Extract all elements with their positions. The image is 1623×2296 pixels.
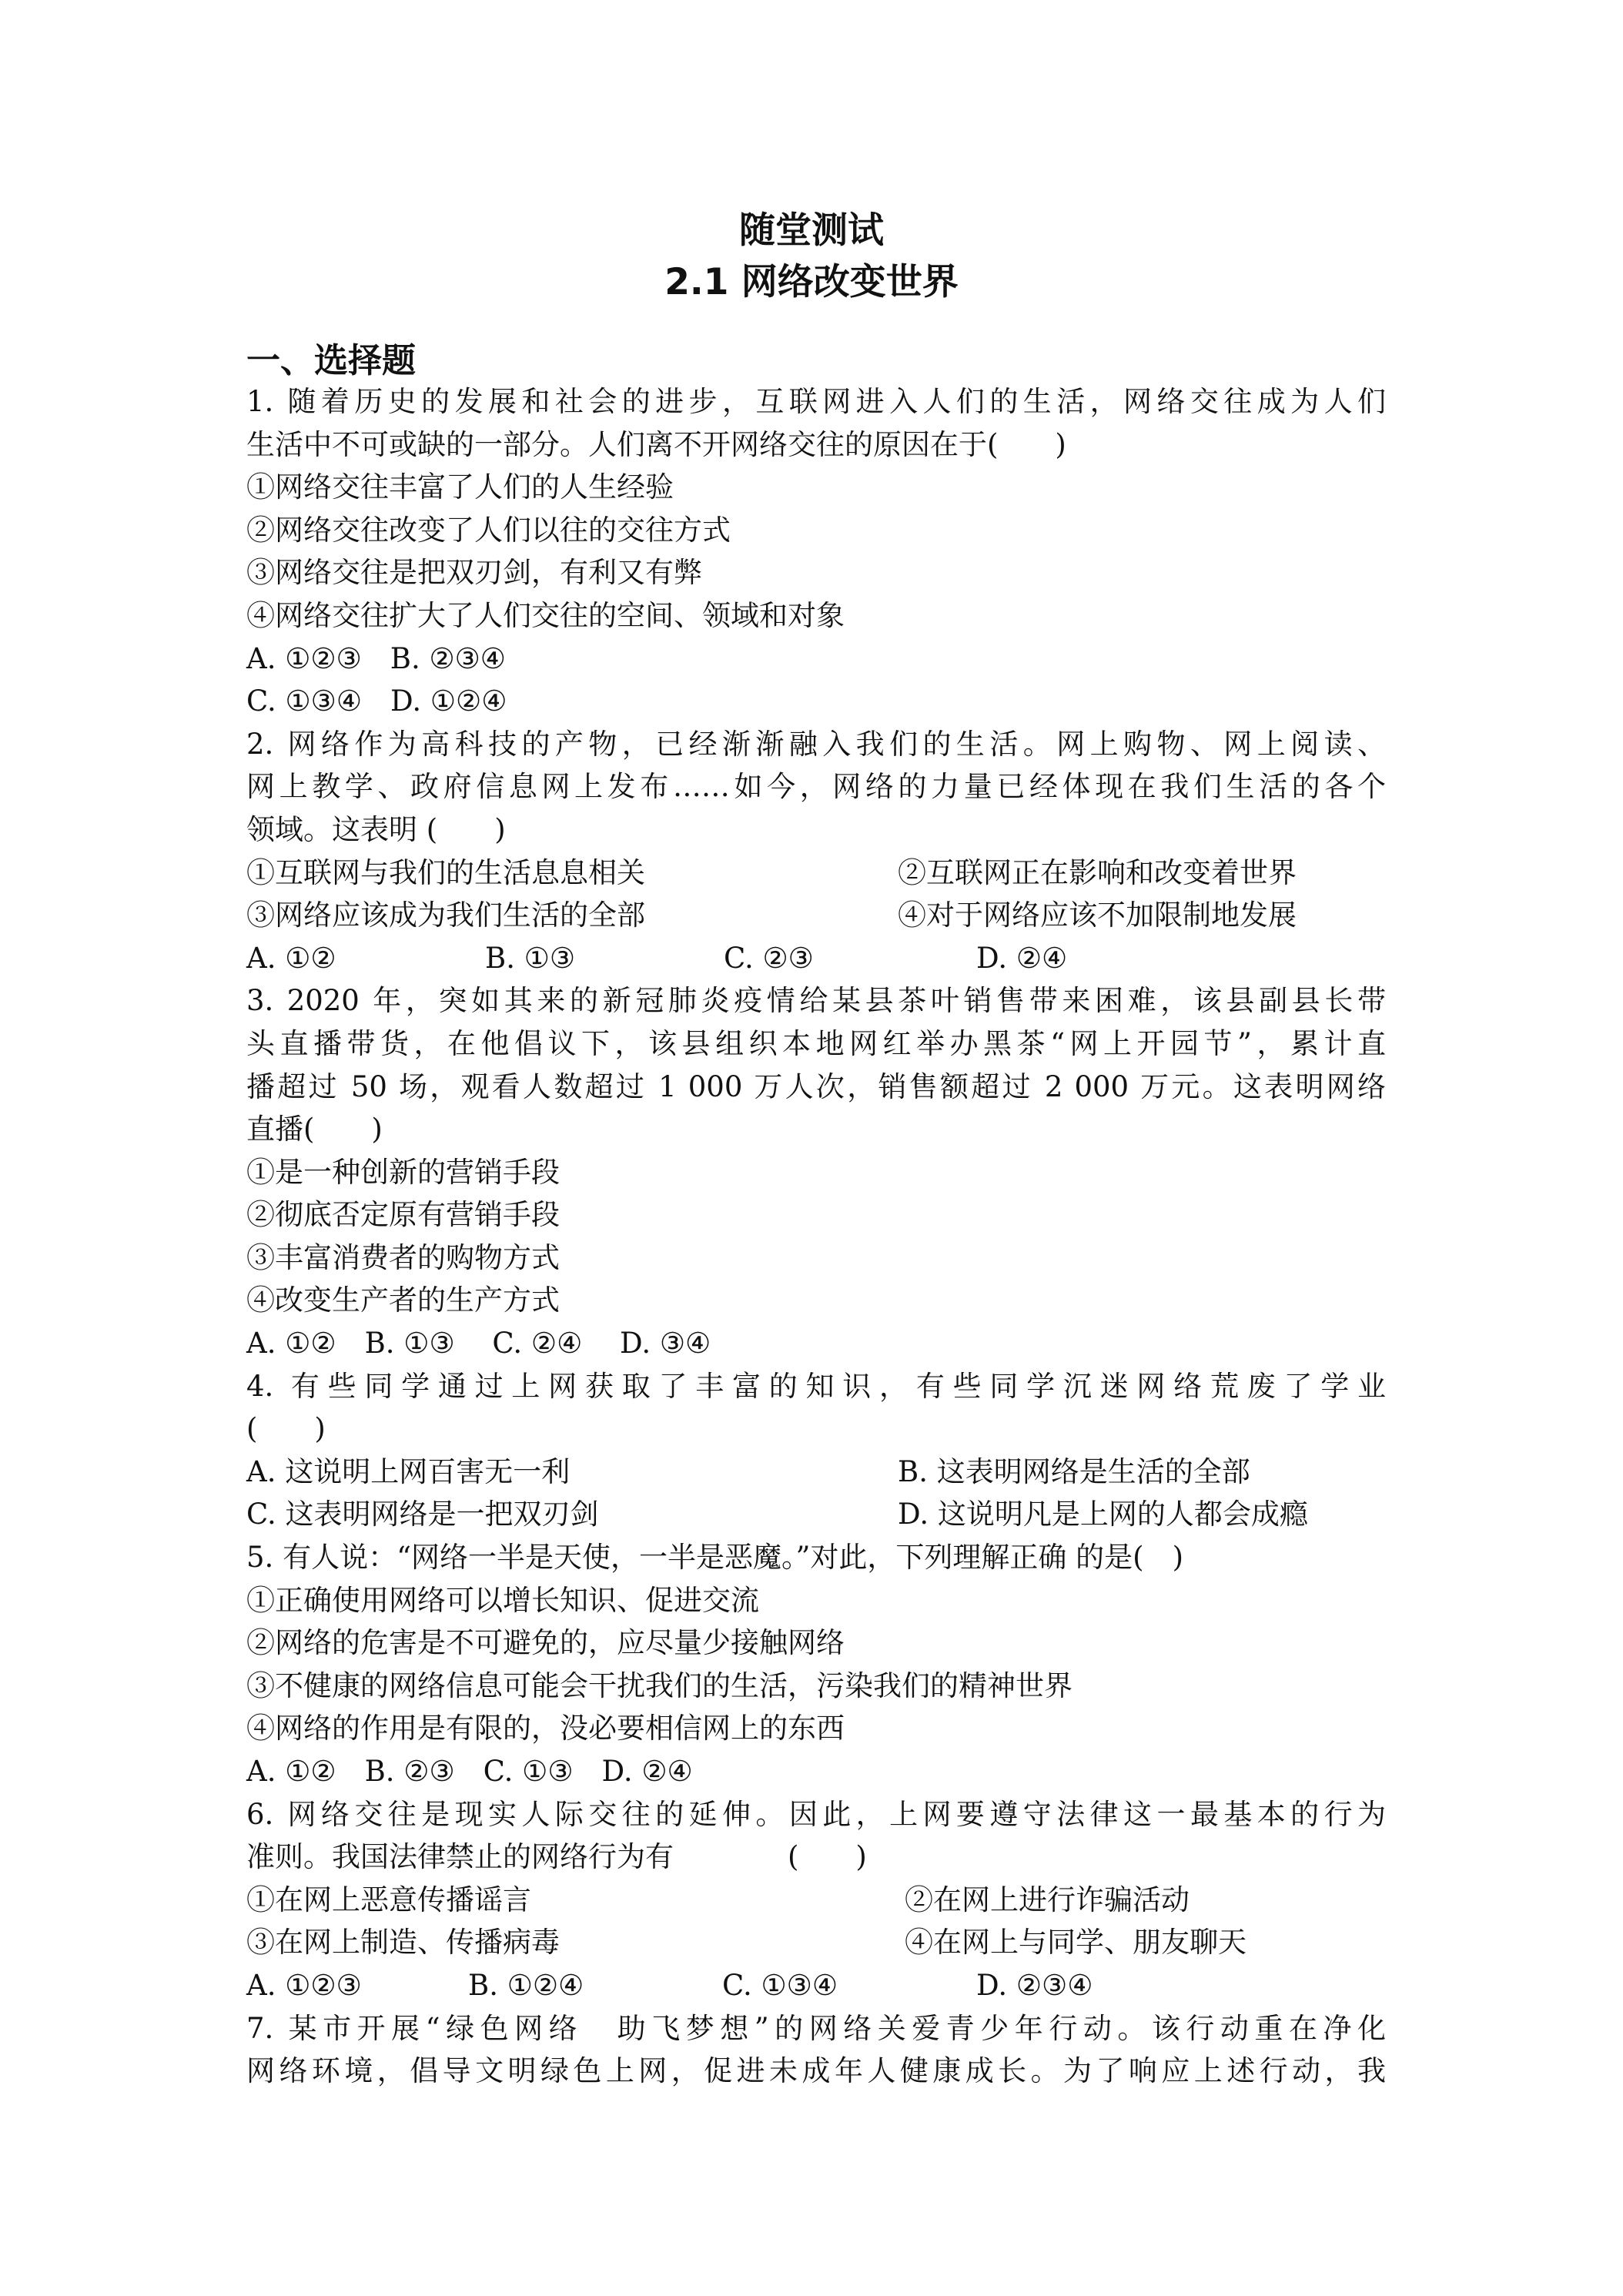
question-list <box>246 380 1386 2093</box>
statement: ②网络交往改变了人们以往的交往方式 <box>246 513 731 547</box>
option-c: C. 这表明网络是一把双刃剑 <box>246 1498 599 1531</box>
question-1 <box>246 380 1386 723</box>
option-d: D. ②③④ <box>976 1968 1093 2002</box>
statement: ③在网上制造、传播病毒 <box>246 1926 560 1960</box>
option-c: C. ①③④ <box>722 1968 838 2002</box>
question-4 <box>246 1365 1386 1536</box>
statement: ③不健康的网络信息可能会干扰我们的生活，污染我们的精神世界 <box>246 1668 1073 1702</box>
statement-row <box>246 1879 1386 1922</box>
question-stem: 网络环境，倡导文明绿色上网，促进未成年人健康成长。为了响应上述行动，我 <box>246 2054 1386 2088</box>
answer-options: C. ①③④ D. ①②④ <box>246 684 507 718</box>
statement: ④在网上与同学、朋友聊天 <box>905 1926 1247 1960</box>
question-stem: 5. 有人说：“网络一半是天使，一半是恶魔。”对此，下列理解正确 的是( ) <box>246 1541 1184 1575</box>
answer-options <box>246 937 1386 980</box>
statement: ①是一种创新的营销手段 <box>246 1155 560 1189</box>
statement: ④对于网络应该不加限制地发展 <box>898 899 1297 932</box>
option-a: A. ①② <box>246 941 336 975</box>
statement-row <box>246 894 1386 937</box>
option-a: A. ①②③ <box>246 1968 362 2002</box>
question-stem: 2. 网络作为高科技的产物，已经渐渐融入我们的生活。网上购物、网上阅读、 <box>246 727 1386 761</box>
option-b: B. ①③ <box>485 941 576 975</box>
statement-row <box>246 1921 1386 1964</box>
question-stem: 播超过 50 场，观看人数超过 1 000 万人次，销售额超过 2 000 万元。这表明网络 <box>246 1069 1386 1103</box>
question-stem: 网上教学、政府信息网上发布……如今，网络的力量已经体现在我们生活的各个 <box>246 770 1386 804</box>
statement: ②彻底否定原有营销手段 <box>246 1198 560 1232</box>
question-stem: 直播( ) <box>246 1113 383 1146</box>
statement-row <box>246 852 1386 895</box>
option-row <box>246 1451 1386 1494</box>
statement: ③丰富消费者的购物方式 <box>246 1240 560 1274</box>
question-stem: 生活中不可或缺的一部分。人们离不开网络交往的原因在于( ) <box>246 427 1066 461</box>
answer-options: A. ①②③ B. ②③④ <box>246 641 506 675</box>
question-2 <box>246 723 1386 980</box>
option-b: B. ①②④ <box>468 1968 584 2002</box>
option-a: A. 这说明上网百害无一利 <box>246 1454 571 1488</box>
question-stem: 6. 网络交往是现实人际交往的延伸。因此，上网要遵守法律这一最基本的行为 <box>246 1797 1386 1831</box>
statement: ②在网上进行诈骗活动 <box>905 1883 1190 1916</box>
answer-options: A. ①② B. ①③ C. ②④ D. ③④ <box>246 1327 711 1361</box>
section-heading: 一、选择题 <box>246 341 416 380</box>
statement: ②网络的危害是不可避免的，应尽量少接触网络 <box>246 1626 845 1660</box>
statement: ④网络的作用是有限的，没必要相信网上的东西 <box>246 1712 845 1745</box>
statement: ④网络交往扩大了人们交往的空间、领域和对象 <box>246 598 845 632</box>
question-3 <box>246 979 1386 1364</box>
statement: ④改变生产者的生产方式 <box>246 1284 560 1317</box>
question-6 <box>246 1793 1386 2007</box>
question-stem: 领域。这表明 ( ) <box>246 812 506 846</box>
question-7 <box>246 2007 1386 2093</box>
option-c: C. ②③ <box>724 941 814 975</box>
question-stem: 7. 某市开展“绿色网络 助飞梦想”的网络关爱青少年行动。该行动重在净化 <box>246 2011 1386 2045</box>
question-stem: 1. 随着历史的发展和社会的进步，互联网进入人们的生活，网络交往成为人们 <box>246 385 1386 418</box>
statement: ③网络应该成为我们生活的全部 <box>246 899 645 932</box>
lesson-title: 2.1 网络改变世界 <box>664 261 959 303</box>
statement: ①正确使用网络可以增长知识、促进交流 <box>246 1583 759 1617</box>
option-b: B. 这表明网络是生活的全部 <box>898 1454 1250 1488</box>
statement: ②互联网正在影响和改变着世界 <box>898 855 1297 889</box>
answer-options: A. ①② B. ②③ C. ①③ D. ②④ <box>246 1755 693 1788</box>
answer-options <box>246 1964 1386 2007</box>
option-d: D. 这说明凡是上网的人都会成瘾 <box>898 1498 1308 1531</box>
question-stem: 4. 有些同学通过上网获取了丰富的知识，有些同学沉迷网络荒废了学业 <box>246 1369 1386 1403</box>
document-title: 随堂测试 <box>739 209 884 252</box>
statement: ①互联网与我们的生活息息相关 <box>246 855 645 889</box>
option-d: D. ②④ <box>976 941 1068 975</box>
question-stem: 准则。我国法律禁止的网络行为有 ( ) <box>246 1840 867 1874</box>
question-stem: 3. 2020 年，突如其来的新冠肺炎疫情给某县茶叶销售带来困难，该县副县长带 <box>246 984 1386 1018</box>
statement: ③网络交往是把双刃剑，有利又有弊 <box>246 556 702 590</box>
statement: ①在网上恶意传播谣言 <box>246 1883 531 1916</box>
question-5 <box>246 1536 1386 1793</box>
question-stem: ( ) <box>246 1412 326 1446</box>
option-row <box>246 1493 1386 1536</box>
question-stem: 头直播带货，在他倡议下，该县组织本地网红举办黑茶“网上开园节”，累计直 <box>246 1026 1386 1060</box>
statement: ①网络交往丰富了人们的人生经验 <box>246 470 674 504</box>
